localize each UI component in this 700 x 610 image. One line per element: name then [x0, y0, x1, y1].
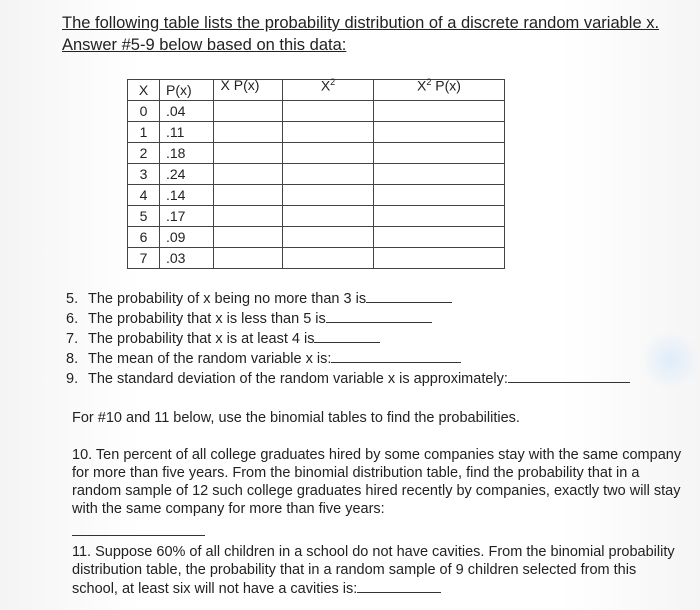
- table-row: [128, 248, 505, 269]
- question-8: 8. The mean of the random variable x is:: [66, 349, 686, 369]
- cell-px: .18: [160, 143, 214, 164]
- table-row: [128, 206, 505, 227]
- cell-xpx-blank: [214, 227, 283, 248]
- cell-x2px-blank: [374, 248, 505, 269]
- cell-xpx-blank: [214, 206, 283, 227]
- question-9: 9. The standard deviation of the random variable x is approximately:: [66, 369, 686, 389]
- cell-x: 6: [128, 227, 160, 248]
- cell-x: 1: [128, 122, 160, 143]
- heading-line-2: Answer #5-9 below based on this data:: [62, 36, 347, 54]
- cell-px: .09: [160, 227, 214, 248]
- probability-distribution-table: [127, 76, 505, 269]
- answer-blank-6[interactable]: [326, 309, 432, 323]
- cell-x: 5: [128, 206, 160, 227]
- cell-px: .24: [160, 164, 214, 185]
- table-row: [128, 122, 505, 143]
- cell-x: 0: [128, 101, 160, 122]
- cell-px: .11: [160, 122, 214, 143]
- binomial-instructions: For #10 and 11 below, use the binomial tables to find the probabilities.: [72, 410, 520, 426]
- cell-xpx-blank: [214, 164, 283, 185]
- cell-x: 3: [128, 164, 160, 185]
- question-5: 5. The probability of x being no more than 3 is: [66, 289, 686, 309]
- worksheet-heading: [62, 12, 662, 56]
- cell-x2-blank: [283, 122, 374, 143]
- cell-px: .14: [160, 185, 214, 206]
- cell-xpx-blank: [214, 101, 283, 122]
- cell-xpx-blank: [214, 185, 283, 206]
- cell-x2px-blank: [374, 206, 505, 227]
- answer-blank-5[interactable]: [366, 289, 452, 303]
- cell-x2-blank: [283, 164, 374, 185]
- answer-blank-7[interactable]: [314, 329, 380, 343]
- cell-x: 7: [128, 248, 160, 269]
- cell-xpx-blank: [214, 248, 283, 269]
- cell-x: 4: [128, 185, 160, 206]
- cell-x2-blank: [283, 206, 374, 227]
- header-px: P(x): [160, 80, 214, 101]
- heading-line-1: The following table lists the probability distribution of a discrete random variable x.: [62, 14, 660, 32]
- cell-xpx-blank: [214, 122, 283, 143]
- cell-px: .03: [160, 248, 214, 269]
- cell-x2-blank: [283, 248, 374, 269]
- answer-blank-8[interactable]: [331, 349, 461, 363]
- table-header-row: [128, 80, 505, 101]
- cell-x2-blank: [283, 185, 374, 206]
- table-row: [128, 227, 505, 248]
- cell-x2px-blank: [374, 164, 505, 185]
- table-row: [128, 143, 505, 164]
- cell-x2-blank: [283, 101, 374, 122]
- question-11: 11. Suppose 60% of all children in a school do not have cavities. From the binomial probability distribution table, the probability that in a random sample of 9 children selected from this school, at least six will not have a cavities is:: [72, 544, 675, 597]
- cell-px: .17: [160, 206, 214, 227]
- cell-x2px-blank: [374, 185, 505, 206]
- cell-x2-blank: [283, 227, 374, 248]
- cell-x2px-blank: [374, 227, 505, 248]
- cell-x2px-blank: [374, 101, 505, 122]
- cell-x2px-blank: [374, 122, 505, 143]
- question-7: 7. The probability that x is at least 4 is: [66, 329, 686, 349]
- questions-5-to-9: [66, 289, 686, 389]
- question-10: 10. Ten percent of all college graduates hired by some companies stay with the same company for more than five years. From the binomial distribution table, find the probability that in a random sample of 12 such college graduates hired recently by companies, exactly two will stay with the same company for more than five years:: [72, 447, 682, 517]
- header-x: X: [128, 80, 160, 101]
- table-row: [128, 185, 505, 206]
- cell-x2-blank: [283, 143, 374, 164]
- header-x-squared-px: $X^2$ P(x): [374, 80, 505, 101]
- question-6: 6. The probability that x is less than 5 is: [66, 309, 686, 329]
- light-glare: [640, 330, 700, 390]
- table-row: [128, 101, 505, 122]
- cell-x: 2: [128, 143, 160, 164]
- table-row: [128, 164, 505, 185]
- header-xpx: X P(x): [214, 80, 283, 101]
- header-x-squared: $X^2$: [283, 80, 374, 101]
- answer-blank-10[interactable]: [72, 535, 205, 536]
- answer-blank-9[interactable]: [508, 369, 630, 383]
- answer-blank-11[interactable]: [357, 579, 441, 593]
- cell-x2px-blank: [374, 143, 505, 164]
- cell-xpx-blank: [214, 143, 283, 164]
- cell-px: .04: [160, 101, 214, 122]
